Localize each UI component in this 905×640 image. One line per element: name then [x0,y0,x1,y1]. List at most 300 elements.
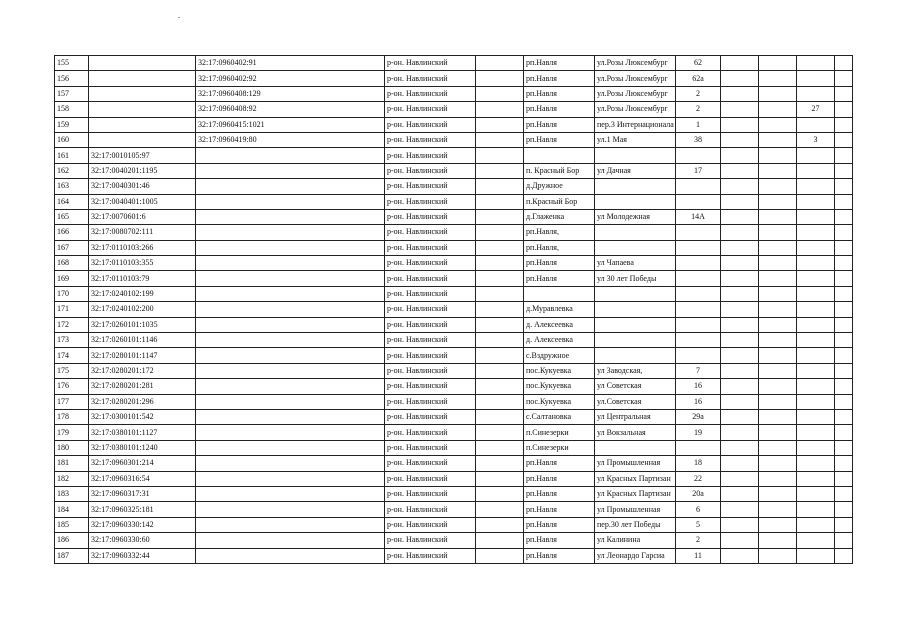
row-number-cell: 172 [55,317,89,332]
empty-cell [721,533,759,548]
apartment-number-cell [797,194,835,209]
related-cadastral-number-cell: 32:17:0960402:91 [196,56,385,71]
house-number-cell: 14А [676,209,721,224]
house-number-cell [676,333,721,348]
apartment-number-cell [797,363,835,378]
empty-cell [721,548,759,563]
empty-cell [835,117,853,132]
empty-cell [476,256,524,271]
cadastral-number-cell: 32:17:0960325:181 [89,502,196,517]
cadastral-number-cell: 32:17:0110103:355 [89,256,196,271]
settlement-cell: п. Красный Бор [524,163,595,178]
empty-cell [759,440,797,455]
empty-cell [721,440,759,455]
cadastral-number-cell: 32:17:0040201:1195 [89,163,196,178]
district-cell: р-он. Навлинский [385,271,476,286]
street-cell [595,317,676,332]
empty-cell [476,533,524,548]
related-cadastral-number-cell [196,333,385,348]
empty-cell [759,256,797,271]
street-cell [595,348,676,363]
district-cell: р-он. Навлинский [385,348,476,363]
related-cadastral-number-cell: 32:17:0960402:92 [196,71,385,86]
district-cell: р-он. Навлинский [385,317,476,332]
settlement-cell: пос.Кукуевка [524,379,595,394]
empty-cell [835,256,853,271]
empty-cell [759,56,797,71]
row-number-cell: 167 [55,240,89,255]
table-row [55,456,853,471]
empty-cell [476,379,524,394]
table-row [55,425,853,440]
street-cell [595,333,676,348]
cadastral-number-cell: 32:17:0260101:1035 [89,317,196,332]
table-row [55,163,853,178]
district-cell: р-он. Навлинский [385,256,476,271]
table-row [55,348,853,363]
district-cell: р-он. Навлинский [385,486,476,501]
house-number-cell: 22 [676,471,721,486]
related-cadastral-number-cell [196,256,385,271]
row-number-cell: 166 [55,225,89,240]
related-cadastral-number-cell [196,548,385,563]
empty-cell [835,409,853,424]
empty-cell [476,56,524,71]
empty-cell [835,225,853,240]
street-cell [595,286,676,301]
related-cadastral-number-cell: 32:17:0960408:92 [196,102,385,117]
district-cell: р-он. Навлинский [385,71,476,86]
house-number-cell [676,317,721,332]
street-cell: пер.30 лет Победы [595,517,676,532]
table-row [55,194,853,209]
related-cadastral-number-cell [196,271,385,286]
related-cadastral-number-cell [196,502,385,517]
district-cell: р-он. Навлинский [385,286,476,301]
cadastral-number-cell [89,132,196,147]
house-number-cell: 16 [676,379,721,394]
table-row [55,394,853,409]
empty-cell [759,148,797,163]
settlement-cell: рп.Навля [524,471,595,486]
house-number-cell [676,440,721,455]
settlement-cell: рп.Навля [524,71,595,86]
empty-cell [835,456,853,471]
street-cell: ул Леонардо Гарсиа [595,548,676,563]
cadastral-number-cell: 32:17:0240102:199 [89,286,196,301]
house-number-cell: 6 [676,502,721,517]
empty-cell [721,317,759,332]
district-cell: р-он. Навлинский [385,117,476,132]
apartment-number-cell [797,394,835,409]
street-cell: ул Промышленная [595,456,676,471]
empty-cell [759,363,797,378]
settlement-cell: с.Вздружное [524,348,595,363]
house-number-cell [676,348,721,363]
row-number-cell: 177 [55,394,89,409]
house-number-cell [676,179,721,194]
empty-cell [476,471,524,486]
empty-cell [759,102,797,117]
related-cadastral-number-cell [196,486,385,501]
empty-cell [721,209,759,224]
district-cell: р-он. Навлинский [385,440,476,455]
related-cadastral-number-cell [196,163,385,178]
settlement-cell: рп.Навля [524,502,595,517]
settlement-cell: рп.Навля [524,86,595,101]
settlement-cell: с.Салтановка [524,409,595,424]
house-number-cell: 20а [676,486,721,501]
house-number-cell: 16 [676,394,721,409]
table-row [55,502,853,517]
house-number-cell: 62 [676,56,721,71]
table-row [55,486,853,501]
cadastral-number-cell: 32:17:0110103:266 [89,240,196,255]
apartment-number-cell [797,471,835,486]
table-row [55,302,853,317]
empty-cell [721,379,759,394]
empty-cell [476,394,524,409]
row-number-cell: 158 [55,102,89,117]
street-cell: ул.Советская [595,394,676,409]
empty-cell [759,425,797,440]
empty-cell [476,86,524,101]
row-number-cell: 185 [55,517,89,532]
empty-cell [476,348,524,363]
empty-cell [835,548,853,563]
row-number-cell: 164 [55,194,89,209]
related-cadastral-number-cell [196,456,385,471]
row-number-cell: 176 [55,379,89,394]
apartment-number-cell [797,286,835,301]
empty-cell [721,163,759,178]
cadastral-number-cell: 32:17:0960330:142 [89,517,196,532]
row-number-cell: 181 [55,456,89,471]
row-number-cell: 163 [55,179,89,194]
district-cell: р-он. Навлинский [385,456,476,471]
row-number-cell: 157 [55,86,89,101]
empty-cell [759,471,797,486]
empty-cell [759,317,797,332]
empty-cell [835,86,853,101]
house-number-cell: 7 [676,363,721,378]
empty-cell [721,333,759,348]
empty-cell [835,56,853,71]
district-cell: р-он. Навлинский [385,209,476,224]
apartment-number-cell [797,409,835,424]
cadastral-number-cell [89,117,196,132]
empty-cell [476,286,524,301]
row-number-cell: 169 [55,271,89,286]
row-number-cell: 160 [55,132,89,147]
related-cadastral-number-cell [196,240,385,255]
district-cell: р-он. Навлинский [385,148,476,163]
empty-cell [721,256,759,271]
house-number-cell: 18 [676,456,721,471]
empty-cell [835,194,853,209]
street-cell: ул Заводская, [595,363,676,378]
apartment-number-cell [797,148,835,163]
row-number-cell: 156 [55,71,89,86]
cadastral-number-cell: 32:17:0010105:97 [89,148,196,163]
related-cadastral-number-cell [196,533,385,548]
table-row [55,548,853,563]
settlement-cell [524,148,595,163]
related-cadastral-number-cell [196,302,385,317]
empty-cell [759,486,797,501]
empty-cell [759,548,797,563]
related-cadastral-number-cell [196,440,385,455]
related-cadastral-number-cell: 32:17:0960408:129 [196,86,385,101]
district-cell: р-он. Навлинский [385,302,476,317]
street-cell: ул Дачная [595,163,676,178]
street-cell: ул 30 лет Победы [595,271,676,286]
street-cell: ул.Розы Люксембург [595,56,676,71]
house-number-cell: 5 [676,517,721,532]
empty-cell [835,209,853,224]
empty-cell [835,517,853,532]
apartment-number-cell [797,163,835,178]
apartment-number-cell [797,179,835,194]
table-row [55,209,853,224]
house-number-cell: 2 [676,533,721,548]
empty-cell [835,425,853,440]
district-cell: р-он. Навлинский [385,132,476,147]
house-number-cell: 29а [676,409,721,424]
cadastral-number-cell: 32:17:0380101:1127 [89,425,196,440]
empty-cell [835,271,853,286]
empty-cell [476,409,524,424]
district-cell: р-он. Навлинский [385,425,476,440]
table-row [55,517,853,532]
row-number-cell: 165 [55,209,89,224]
table-row [55,56,853,71]
empty-cell [721,517,759,532]
empty-cell [835,394,853,409]
street-cell: ул.1 Мая [595,132,676,147]
cadastral-number-cell [89,56,196,71]
empty-cell [759,240,797,255]
table-row [55,240,853,255]
table-row [55,256,853,271]
empty-cell [759,271,797,286]
empty-cell [721,71,759,86]
empty-cell [476,117,524,132]
settlement-cell: рп.Навля [524,486,595,501]
district-cell: р-он. Навлинский [385,86,476,101]
cadastral-number-cell: 32:17:0960301:214 [89,456,196,471]
empty-cell [476,302,524,317]
related-cadastral-number-cell [196,194,385,209]
row-number-cell: 178 [55,409,89,424]
empty-cell [835,502,853,517]
row-number-cell: 159 [55,117,89,132]
empty-cell [721,286,759,301]
empty-cell [759,409,797,424]
empty-cell [476,486,524,501]
settlement-cell: рп.Навля [524,56,595,71]
house-number-cell [676,194,721,209]
settlement-cell: рп.Навля [524,117,595,132]
cadastral-number-cell: 32:17:0280201:281 [89,379,196,394]
settlement-cell: д.Дружное [524,179,595,194]
table-row [55,409,853,424]
table-row [55,363,853,378]
row-number-cell: 187 [55,548,89,563]
related-cadastral-number-cell [196,425,385,440]
settlement-cell: рп.Навля [524,517,595,532]
empty-cell [476,163,524,178]
empty-cell [721,56,759,71]
district-cell: р-он. Навлинский [385,102,476,117]
empty-cell [835,132,853,147]
row-number-cell: 180 [55,440,89,455]
district-cell: р-он. Навлинский [385,394,476,409]
row-number-cell: 162 [55,163,89,178]
empty-cell [721,102,759,117]
street-cell [595,148,676,163]
empty-cell [835,333,853,348]
cadastral-number-cell: 32:17:0080702:111 [89,225,196,240]
settlement-cell: рп.Навля, [524,240,595,255]
street-cell [595,302,676,317]
table-row [55,148,853,163]
row-number-cell: 184 [55,502,89,517]
empty-cell [476,440,524,455]
settlement-cell: п.Красный Бор [524,194,595,209]
row-number-cell: 182 [55,471,89,486]
table-row [55,225,853,240]
empty-cell [759,394,797,409]
empty-cell [835,317,853,332]
related-cadastral-number-cell [196,225,385,240]
table-row [55,440,853,455]
street-cell: ул.Розы Люксембург [595,102,676,117]
apartment-number-cell [797,533,835,548]
row-number-cell: 174 [55,348,89,363]
apartment-number-cell [797,86,835,101]
empty-cell [721,302,759,317]
empty-cell [835,179,853,194]
cadastral-number-cell: 32:17:0960332:44 [89,548,196,563]
settlement-cell [524,286,595,301]
empty-cell [759,117,797,132]
related-cadastral-number-cell [196,517,385,532]
street-cell: ул Красных Партизан [595,486,676,501]
house-number-cell: 2 [676,86,721,101]
apartment-number-cell [797,256,835,271]
street-cell [595,179,676,194]
row-number-cell: 161 [55,148,89,163]
settlement-cell: рп.Навля [524,548,595,563]
related-cadastral-number-cell [196,317,385,332]
table-row [55,533,853,548]
cadastral-number-cell: 32:17:0380101:1240 [89,440,196,455]
empty-cell [835,163,853,178]
street-cell: ул Чапаева [595,256,676,271]
street-cell: пер.3 Интернационала [595,117,676,132]
district-cell: р-он. Навлинский [385,517,476,532]
empty-cell [835,379,853,394]
district-cell: р-он. Навлинский [385,163,476,178]
table-body [55,56,853,564]
empty-cell [835,440,853,455]
apartment-number-cell: 3 [797,132,835,147]
settlement-cell: пос.Кукуевка [524,363,595,378]
apartment-number-cell [797,425,835,440]
empty-cell [476,194,524,209]
table-row [55,286,853,301]
settlement-cell: рп.Навля [524,256,595,271]
settlement-cell: рп.Навля [524,271,595,286]
cadastral-number-cell: 32:17:0280101:1147 [89,348,196,363]
empty-cell [759,225,797,240]
house-number-cell [676,302,721,317]
apartment-number-cell [797,225,835,240]
related-cadastral-number-cell [196,409,385,424]
street-cell: ул Вокзальная [595,425,676,440]
empty-cell [721,271,759,286]
street-cell: ул Промышленная [595,502,676,517]
cadastral-number-cell [89,102,196,117]
empty-cell [759,456,797,471]
apartment-number-cell [797,302,835,317]
street-cell: ул Молодежная [595,209,676,224]
table-row [55,333,853,348]
empty-cell [759,348,797,363]
table-row [55,132,853,147]
empty-cell [721,86,759,101]
district-cell: р-он. Навлинский [385,194,476,209]
house-number-cell [676,225,721,240]
district-cell: р-он. Навлинский [385,409,476,424]
cadastral-number-cell: 32:17:0300101:542 [89,409,196,424]
empty-cell [476,317,524,332]
empty-cell [476,333,524,348]
empty-cell [759,286,797,301]
empty-cell [759,379,797,394]
cadastral-number-cell: 32:17:0960317:31 [89,486,196,501]
street-cell [595,194,676,209]
house-number-cell: 19 [676,425,721,440]
empty-cell [476,363,524,378]
empty-cell [759,132,797,147]
settlement-cell: рп.Навля [524,456,595,471]
row-number-cell: 168 [55,256,89,271]
empty-cell [721,363,759,378]
district-cell: р-он. Навлинский [385,502,476,517]
house-number-cell [676,148,721,163]
cadastral-number-cell: 32:17:0960330:60 [89,533,196,548]
house-number-cell [676,271,721,286]
house-number-cell: 2 [676,102,721,117]
empty-cell [835,471,853,486]
settlement-cell: д.Глаженка [524,209,595,224]
empty-cell [835,348,853,363]
empty-cell [476,71,524,86]
empty-cell [759,163,797,178]
empty-cell [476,179,524,194]
row-number-cell: 186 [55,533,89,548]
empty-cell [476,209,524,224]
row-number-cell: 171 [55,302,89,317]
empty-cell [476,456,524,471]
empty-cell [721,132,759,147]
empty-cell [835,286,853,301]
related-cadastral-number-cell [196,363,385,378]
related-cadastral-number-cell [196,179,385,194]
property-register-table [54,55,853,564]
